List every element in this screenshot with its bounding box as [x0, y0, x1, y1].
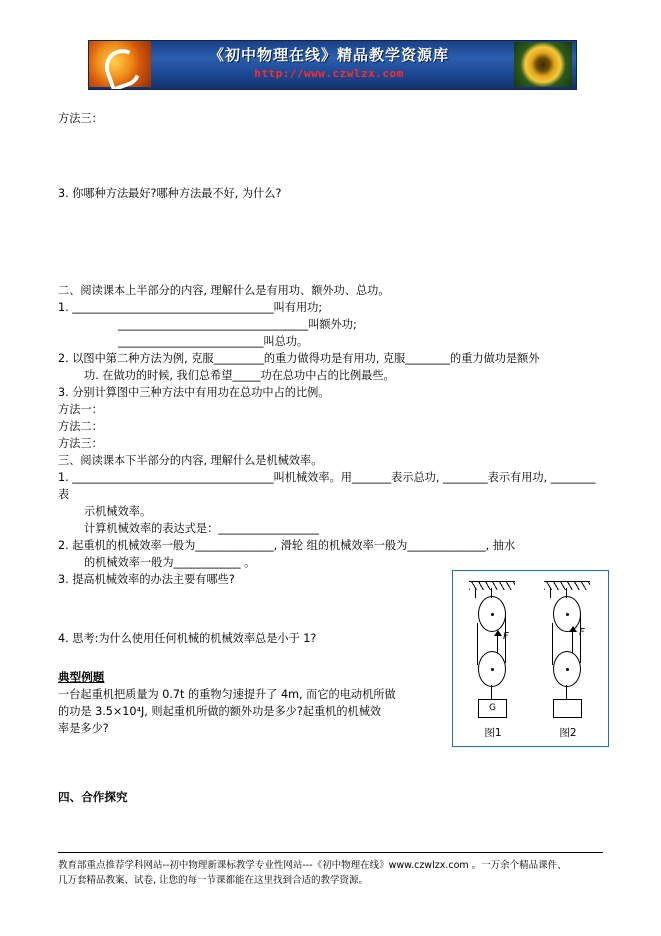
section-4-title: 四、合作探究 [58, 790, 128, 804]
section2-item1-c: __________________________叫总功。 [118, 335, 309, 348]
section3-item1-c: 计算机械效率的表达式是：__________________ [84, 522, 319, 535]
figure-2-caption: 图2 [559, 727, 577, 739]
rope-segment [475, 588, 476, 598]
rope-segment [580, 613, 581, 663]
section2-item1-a: 1. ____________________________________叫有用功; [58, 301, 323, 314]
rope-segment [477, 623, 478, 665]
figure-1 [457, 571, 529, 746]
rope-segment [552, 623, 553, 665]
section3-item2-a: 2. 起重机的机械效率一般为______________, 滑轮 组的机械效率一般为______________, 抽水 [58, 539, 516, 552]
section2-item1-b: __________________________________叫额外功; [118, 318, 357, 331]
section2-method-1: 方法一： [58, 403, 103, 416]
figure2-force-label: F [579, 627, 585, 638]
rope-segment [566, 588, 567, 598]
hook-line [566, 685, 567, 699]
footer-line-2: 几万套精品教案、试卷, 让您的每一节课都能在这里找到合适的教学资源。 [58, 875, 369, 886]
section3-item1-b: 示机械效率。 [84, 505, 152, 518]
example-line-3: 率是多少? [58, 722, 109, 735]
section2-item3: 3. 分别计算图中三种方法中有用功在总功中占的比例。 [58, 386, 330, 399]
banner-title: 《初中物理在线》精品教学资源库 [208, 46, 449, 64]
footer-line-1: 教育部重点推荐学科网站--初中物理新课标教学专业性网站---《初中物理在线》www.czwlzx.com 。一万余个精品课件、 [58, 860, 567, 871]
section3-item3: 3. 提高机械效率的办法主要有哪些? [58, 573, 235, 586]
rope-segment [550, 588, 551, 598]
banner-url[interactable]: http://www.czwlzx.com [254, 67, 404, 80]
example-line-2: 的功是 3.5×10⁴J, 则起重机所做的额外功是多少?起重机的机械效 [58, 705, 382, 718]
section2-method-3: 方法三： [58, 437, 103, 450]
section3-item4: 4. 思考:为什么使用任何机械的机械效率总是小于 1? [58, 632, 317, 645]
pulley-lower-icon [478, 651, 506, 687]
figure-panel [452, 570, 609, 747]
method-three-top: 方法三： [58, 112, 103, 125]
hook-line [491, 685, 492, 699]
section2-method-2: 方法二： [58, 420, 103, 433]
example-title: 典型例题 [58, 670, 105, 684]
pulley-upper-icon [478, 596, 506, 632]
section2-item2-a: 2. 以图中第二种方法为例, 克服_________的重力做得功是有用功, 克服________的重力做功是额外 [58, 352, 540, 365]
section-2-title: 二、阅读课本上半部分的内容, 理解什么是有用功、额外功、总功。 [58, 284, 390, 297]
question-3: 3. 你哪种方法最好?哪种方法最不好, 为什么? [58, 187, 282, 200]
example-line-1: 一台起重机把质量为 0.7t 的重物匀速提升了 4m, 而它的电动机所做 [58, 688, 396, 701]
flame-logo-icon [89, 41, 151, 87]
banner-text-block [159, 44, 499, 82]
section3-item1-a: 1. ____________________________________叫机械效率。用_______表示总功, ________表示有用功, ________表 [58, 471, 596, 501]
figure-1-caption: 图1 [484, 727, 502, 739]
page-footer [58, 858, 603, 888]
sunflower-icon [514, 42, 572, 87]
rope-segment [491, 588, 492, 598]
force-arrow-icon [497, 635, 498, 653]
section3-item2-b: 的机械效率一般为____________ 。 [84, 556, 256, 569]
force-arrow-icon [572, 631, 573, 653]
footer-divider [58, 852, 603, 853]
site-banner [88, 40, 577, 90]
figure1-force-label: F [503, 631, 509, 642]
section-3-title: 三、阅读课本下半部分的内容, 理解什么是机械效率。 [58, 454, 323, 467]
pulley-lower-icon [553, 651, 581, 687]
weight-block-G: G [478, 699, 507, 718]
figure-2 [532, 571, 604, 746]
weight-block [553, 699, 582, 718]
section2-item2-b: 功. 在做功的时候, 我们总希望_____功在总功中占的比例最些。 [84, 369, 395, 382]
